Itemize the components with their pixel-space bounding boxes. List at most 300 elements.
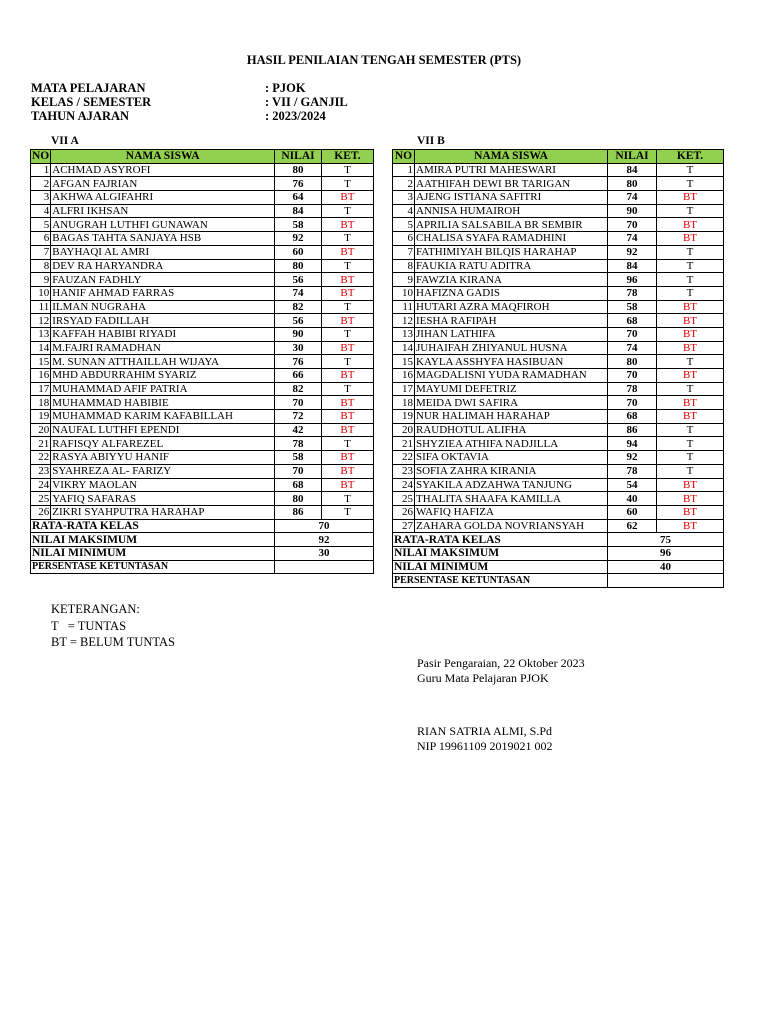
student-score: 74	[275, 286, 322, 300]
header-name: NAMA SISWA	[51, 150, 275, 164]
student-name: SIFA OKTAVIA	[415, 451, 608, 465]
student-no: 21	[393, 437, 415, 451]
student-name: YAFIQ SAFARAS	[51, 492, 275, 506]
summary-row-avg	[393, 533, 724, 547]
student-status: BT	[657, 505, 724, 519]
summary-value	[608, 574, 724, 588]
student-name: CHALISA SYAFA RAMADHINI	[415, 232, 608, 246]
student-status: BT	[657, 410, 724, 424]
student-no: 25	[31, 492, 51, 506]
student-status: T	[657, 259, 724, 273]
student-score: 96	[608, 273, 657, 287]
student-name: MAGDALISNI YUDA RAMADHAN	[415, 369, 608, 383]
student-no: 12	[31, 314, 51, 328]
student-no: 20	[393, 423, 415, 437]
student-row	[31, 191, 374, 205]
student-no: 11	[31, 300, 51, 314]
class-label-b: VII B	[417, 135, 445, 147]
student-no: 19	[31, 410, 51, 424]
student-row	[393, 341, 724, 355]
student-status: BT	[321, 314, 373, 328]
student-no: 4	[393, 204, 415, 218]
student-no: 6	[31, 232, 51, 246]
student-no: 16	[393, 369, 415, 383]
student-name: NUR HALIMAH HARAHAP	[415, 410, 608, 424]
summary-label: RATA-RATA KELAS	[31, 519, 275, 533]
student-row	[31, 314, 374, 328]
student-name: FAWZIA KIRANA	[415, 273, 608, 287]
student-score: 78	[608, 286, 657, 300]
student-status: T	[321, 327, 373, 341]
student-row	[31, 355, 374, 369]
notes-line: BT = BELUM TUNTAS	[51, 635, 175, 649]
student-row	[31, 451, 374, 465]
summary-label: NILAI MAKSIMUM	[393, 546, 608, 560]
student-row	[31, 177, 374, 191]
student-row	[393, 218, 724, 232]
header-no: NO	[32, 150, 50, 163]
student-row	[31, 382, 374, 396]
student-name: ZAHARA GOLDA NOVRIANSYAH	[415, 519, 608, 533]
student-name: AJENG ISTIANA SAFITRI	[415, 191, 608, 205]
student-status: BT	[657, 478, 724, 492]
student-score: 84	[608, 259, 657, 273]
student-score: 86	[275, 505, 322, 519]
student-row	[393, 286, 724, 300]
header-name: NAMA SISWA	[415, 150, 608, 164]
student-status: BT	[657, 327, 724, 341]
summary-value: 92	[275, 533, 374, 547]
student-score: 78	[608, 382, 657, 396]
header-status: KET.	[321, 150, 373, 164]
student-row	[31, 396, 374, 410]
student-status: BT	[321, 451, 373, 465]
summary-value: 96	[608, 546, 724, 560]
student-no: 17	[393, 382, 415, 396]
student-no: 8	[31, 259, 51, 273]
student-row	[31, 163, 374, 177]
student-name: ZIKRI SYAHPUTRA HARAHAP	[51, 505, 275, 519]
student-name: SYAHREZA AL- FARIZY	[51, 464, 275, 478]
student-row	[31, 464, 374, 478]
meta-label: KELAS / SEMESTER	[31, 95, 152, 109]
student-name: AFGAN FAJRIAN	[51, 177, 275, 191]
student-score: 84	[608, 163, 657, 177]
student-row	[31, 369, 374, 383]
student-score: 92	[608, 245, 657, 259]
student-name: HUTARI AZRA MAQFIROH	[415, 300, 608, 314]
student-status: T	[657, 423, 724, 437]
student-no: 1	[31, 163, 51, 177]
student-no: 3	[31, 191, 51, 205]
student-status: T	[657, 286, 724, 300]
summary-label: PERSENTASE KETUNTASAN	[31, 560, 275, 574]
student-row	[393, 369, 724, 383]
summary-label: NILAI MAKSIMUM	[31, 533, 275, 547]
student-no: 5	[393, 218, 415, 232]
student-score: 60	[608, 505, 657, 519]
notes	[51, 601, 175, 651]
student-no: 27	[393, 519, 415, 533]
student-name: WAFIQ HAFIZA	[415, 505, 608, 519]
student-no: 23	[393, 464, 415, 478]
student-no: 4	[31, 204, 51, 218]
student-name: BAGAS TAHTA SANJAYA HSB	[51, 232, 275, 246]
student-score: 66	[275, 369, 322, 383]
student-status: T	[657, 245, 724, 259]
student-score: 86	[608, 423, 657, 437]
student-name: RAFISQY ALFAREZEL	[51, 437, 275, 451]
student-name: MHD ABDURRAHIM SYARIZ	[51, 369, 275, 383]
student-name: THALITA SHAAFA KAMILLA	[415, 492, 608, 506]
student-score: 82	[275, 382, 322, 396]
student-no: 10	[31, 286, 51, 300]
student-score: 78	[608, 464, 657, 478]
student-no: 24	[393, 478, 415, 492]
student-name: SHYZIEA ATHIFA NADJILLA	[415, 437, 608, 451]
student-no: 15	[31, 355, 51, 369]
student-row	[393, 492, 724, 506]
table-header-row	[31, 150, 374, 164]
student-row	[31, 259, 374, 273]
student-row	[393, 410, 724, 424]
student-row	[31, 204, 374, 218]
student-status: T	[321, 204, 373, 218]
student-no: 23	[31, 464, 51, 478]
student-status: T	[657, 451, 724, 465]
student-row	[393, 327, 724, 341]
student-no: 6	[393, 232, 415, 246]
student-name: AMIRA PUTRI MAHESWARI	[415, 163, 608, 177]
student-no: 22	[31, 451, 51, 465]
student-name: AKHWA ALGIFAHRI	[51, 191, 275, 205]
student-score: 42	[275, 423, 322, 437]
student-no: 2	[393, 177, 415, 191]
summary-value	[275, 560, 374, 574]
student-name: SOFIA ZAHRA KIRANIA	[415, 464, 608, 478]
student-no: 20	[31, 423, 51, 437]
student-name: KAFFAH HABIBI RIYADI	[51, 327, 275, 341]
student-score: 70	[608, 327, 657, 341]
student-name: DEV RA HARYANDRA	[51, 259, 275, 273]
student-status: BT	[321, 286, 373, 300]
student-status: BT	[657, 191, 724, 205]
student-row	[393, 437, 724, 451]
student-status: BT	[657, 396, 724, 410]
student-score: 90	[275, 327, 322, 341]
student-no: 19	[393, 410, 415, 424]
student-score: 68	[608, 314, 657, 328]
student-status: T	[657, 163, 724, 177]
student-status: T	[321, 259, 373, 273]
signature-nip: NIP 19961109 2019021 002	[417, 739, 553, 753]
student-status: T	[657, 382, 724, 396]
student-row	[31, 423, 374, 437]
student-row	[393, 163, 724, 177]
summary-value: 40	[608, 560, 724, 574]
student-no: 9	[31, 273, 51, 287]
student-no: 2	[31, 177, 51, 191]
student-score: 68	[608, 410, 657, 424]
student-score: 74	[608, 232, 657, 246]
student-status: BT	[657, 519, 724, 533]
student-name: ILMAN NUGRAHA	[51, 300, 275, 314]
student-score: 74	[608, 191, 657, 205]
student-score: 80	[275, 163, 322, 177]
student-score: 56	[275, 273, 322, 287]
student-score: 40	[608, 492, 657, 506]
student-row	[31, 492, 374, 506]
student-score: 58	[275, 451, 322, 465]
summary-value: 30	[275, 546, 374, 560]
student-status: T	[321, 437, 373, 451]
meta-label: MATA PELAJARAN	[31, 81, 146, 95]
summary-row-avg	[31, 519, 374, 533]
student-no: 16	[31, 369, 51, 383]
summary-row-min	[31, 546, 374, 560]
student-score: 78	[275, 437, 322, 451]
summary-label: RATA-RATA KELAS	[393, 533, 608, 547]
student-status: BT	[321, 410, 373, 424]
student-name: RASYA ABIYYU HANIF	[51, 451, 275, 465]
student-status: T	[657, 273, 724, 287]
student-row	[31, 341, 374, 355]
student-score: 56	[275, 314, 322, 328]
table-header-row	[393, 150, 724, 164]
student-status: T	[321, 300, 373, 314]
student-row	[393, 300, 724, 314]
student-no: 1	[393, 163, 415, 177]
student-no: 21	[31, 437, 51, 451]
student-name: ANUGRAH LUTHFI GUNAWAN	[51, 218, 275, 232]
student-name: VIKRY MAOLAN	[51, 478, 275, 492]
student-name: IRSYAD FADILLAH	[51, 314, 275, 328]
student-no: 8	[393, 259, 415, 273]
meta-label: TAHUN AJARAN	[31, 109, 130, 123]
student-score: 90	[608, 204, 657, 218]
student-score: 30	[275, 341, 322, 355]
student-row	[393, 259, 724, 273]
student-name: SYAKILA ADZAHWA TANJUNG	[415, 478, 608, 492]
student-score: 80	[275, 259, 322, 273]
student-row	[393, 451, 724, 465]
student-row	[31, 232, 374, 246]
student-status: T	[657, 464, 724, 478]
student-no: 11	[393, 300, 415, 314]
summary-value: 70	[275, 519, 374, 533]
student-row	[393, 396, 724, 410]
student-row	[31, 300, 374, 314]
summary-row-min	[393, 560, 724, 574]
student-status: BT	[321, 478, 373, 492]
student-name: ANNISA HUMAIROH	[415, 204, 608, 218]
student-name: ACHMAD ASYROFI	[51, 163, 275, 177]
student-score: 76	[275, 355, 322, 369]
student-score: 70	[608, 369, 657, 383]
notes-heading: KETERANGAN:	[51, 602, 140, 616]
header-score: NILAI	[275, 150, 322, 164]
student-no: 10	[393, 286, 415, 300]
student-row	[393, 245, 724, 259]
meta-value: : 2023/2024	[265, 109, 326, 123]
student-status: T	[657, 355, 724, 369]
student-no: 18	[31, 396, 51, 410]
student-score: 58	[608, 300, 657, 314]
student-score: 60	[275, 245, 322, 259]
student-status: BT	[657, 314, 724, 328]
student-status: BT	[657, 341, 724, 355]
student-no: 13	[393, 327, 415, 341]
student-name: M.FAJRI RAMADHAN	[51, 341, 275, 355]
summary-row-pct	[31, 560, 374, 574]
student-row	[31, 505, 374, 519]
student-status: T	[321, 232, 373, 246]
student-status: T	[321, 505, 373, 519]
student-no: 14	[393, 341, 415, 355]
student-score: 54	[608, 478, 657, 492]
student-score: 70	[275, 396, 322, 410]
student-status: BT	[657, 300, 724, 314]
student-row	[31, 327, 374, 341]
student-row	[393, 204, 724, 218]
student-status: BT	[657, 369, 724, 383]
grade-table-vii-b	[392, 149, 724, 588]
student-name: KAYLA ASSHYFA HASIBUAN	[415, 355, 608, 369]
student-status: BT	[321, 369, 373, 383]
student-status: BT	[321, 218, 373, 232]
student-name: RAUDHOTUL ALIFHA	[415, 423, 608, 437]
student-name: MUHAMMAD AFIF PATRIA	[51, 382, 275, 396]
student-name: HANIF AHMAD FARRAS	[51, 286, 275, 300]
student-score: 84	[275, 204, 322, 218]
student-row	[393, 505, 724, 519]
student-row	[31, 410, 374, 424]
student-score: 92	[275, 232, 322, 246]
signature-name: RIAN SATRIA ALMI, S.Pd	[417, 724, 553, 738]
header-no: NO	[393, 150, 415, 164]
student-no: 17	[31, 382, 51, 396]
student-row	[393, 177, 724, 191]
student-name: BAYHAQI AL AMRI	[51, 245, 275, 259]
student-status: BT	[321, 245, 373, 259]
student-status: BT	[321, 423, 373, 437]
student-row	[393, 232, 724, 246]
student-no: 14	[31, 341, 51, 355]
student-score: 72	[275, 410, 322, 424]
student-score: 68	[275, 478, 322, 492]
student-status: T	[657, 177, 724, 191]
summary-label: NILAI MINIMUM	[31, 546, 275, 560]
student-status: T	[657, 204, 724, 218]
student-score: 80	[608, 355, 657, 369]
student-status: T	[321, 163, 373, 177]
student-score: 70	[608, 218, 657, 232]
student-score: 62	[608, 519, 657, 533]
student-score: 82	[275, 300, 322, 314]
signature-role: Guru Mata Pelajaran PJOK	[417, 671, 549, 685]
student-name: MUHAMMAD KARIM KAFABILLAH	[51, 410, 275, 424]
student-name: HAFIZNA GADIS	[415, 286, 608, 300]
student-status: BT	[321, 273, 373, 287]
class-label-a: VII A	[51, 135, 79, 147]
student-status: BT	[657, 232, 724, 246]
student-no: 13	[31, 327, 51, 341]
student-score: 94	[608, 437, 657, 451]
student-row	[393, 464, 724, 478]
summary-row-max	[31, 533, 374, 547]
student-row	[31, 437, 374, 451]
student-no: 3	[393, 191, 415, 205]
student-score: 92	[608, 451, 657, 465]
student-name: MAYUMI DEFETRIZ	[415, 382, 608, 396]
student-score: 70	[608, 396, 657, 410]
summary-label: NILAI MINIMUM	[393, 560, 608, 574]
student-no: 12	[393, 314, 415, 328]
notes-line: T = TUNTAS	[51, 618, 127, 633]
student-name: M. SUNAN ATTHAILLAH WIJAYA	[51, 355, 275, 369]
summary-label: PERSENTASE KETUNTASAN	[393, 574, 608, 588]
student-name: JIHAN LATHIFA	[415, 327, 608, 341]
student-status: BT	[321, 341, 373, 355]
student-no: 18	[393, 396, 415, 410]
student-row	[393, 478, 724, 492]
student-status: BT	[321, 396, 373, 410]
student-score: 76	[275, 177, 322, 191]
student-row	[393, 273, 724, 287]
summary-row-max	[393, 546, 724, 560]
student-name: AATHIFAH DEWI BR TARIGAN	[415, 177, 608, 191]
student-row	[31, 245, 374, 259]
student-no: 26	[393, 505, 415, 519]
student-row	[393, 382, 724, 396]
meta-value: : VII / GANJIL	[265, 95, 348, 109]
student-name: FAUKIA RATU ADITRA	[415, 259, 608, 273]
student-no: 7	[393, 245, 415, 259]
student-row	[31, 286, 374, 300]
student-row	[31, 478, 374, 492]
student-row	[393, 355, 724, 369]
student-score: 64	[275, 191, 322, 205]
student-name: ALFRI IKHSAN	[51, 204, 275, 218]
student-name: NAUFAL LUTHFI EPENDI	[51, 423, 275, 437]
student-status: BT	[321, 464, 373, 478]
signature-place-date: Pasir Pengaraian, 22 Oktober 2023	[417, 656, 585, 670]
student-status: T	[321, 355, 373, 369]
student-row	[393, 314, 724, 328]
student-no: 7	[31, 245, 51, 259]
student-row	[393, 191, 724, 205]
meta-value: : PJOK	[265, 81, 306, 95]
student-name: FAUZAN FADHLY	[51, 273, 275, 287]
student-status: T	[321, 492, 373, 506]
student-score: 80	[275, 492, 322, 506]
student-score: 80	[608, 177, 657, 191]
student-status: T	[321, 382, 373, 396]
student-row	[393, 423, 724, 437]
student-name: FATHIMIYAH BILQIS HARAHAP	[415, 245, 608, 259]
student-name: IESHA RAFIPAH	[415, 314, 608, 328]
student-no: 22	[393, 451, 415, 465]
student-status: BT	[321, 191, 373, 205]
student-no: 5	[31, 218, 51, 232]
summary-row-pct	[393, 574, 724, 588]
student-row	[31, 273, 374, 287]
student-status: T	[321, 177, 373, 191]
student-score: 74	[608, 341, 657, 355]
summary-value: 75	[608, 533, 724, 547]
student-status: T	[657, 437, 724, 451]
student-name: MUHAMMAD HABIBIE	[51, 396, 275, 410]
